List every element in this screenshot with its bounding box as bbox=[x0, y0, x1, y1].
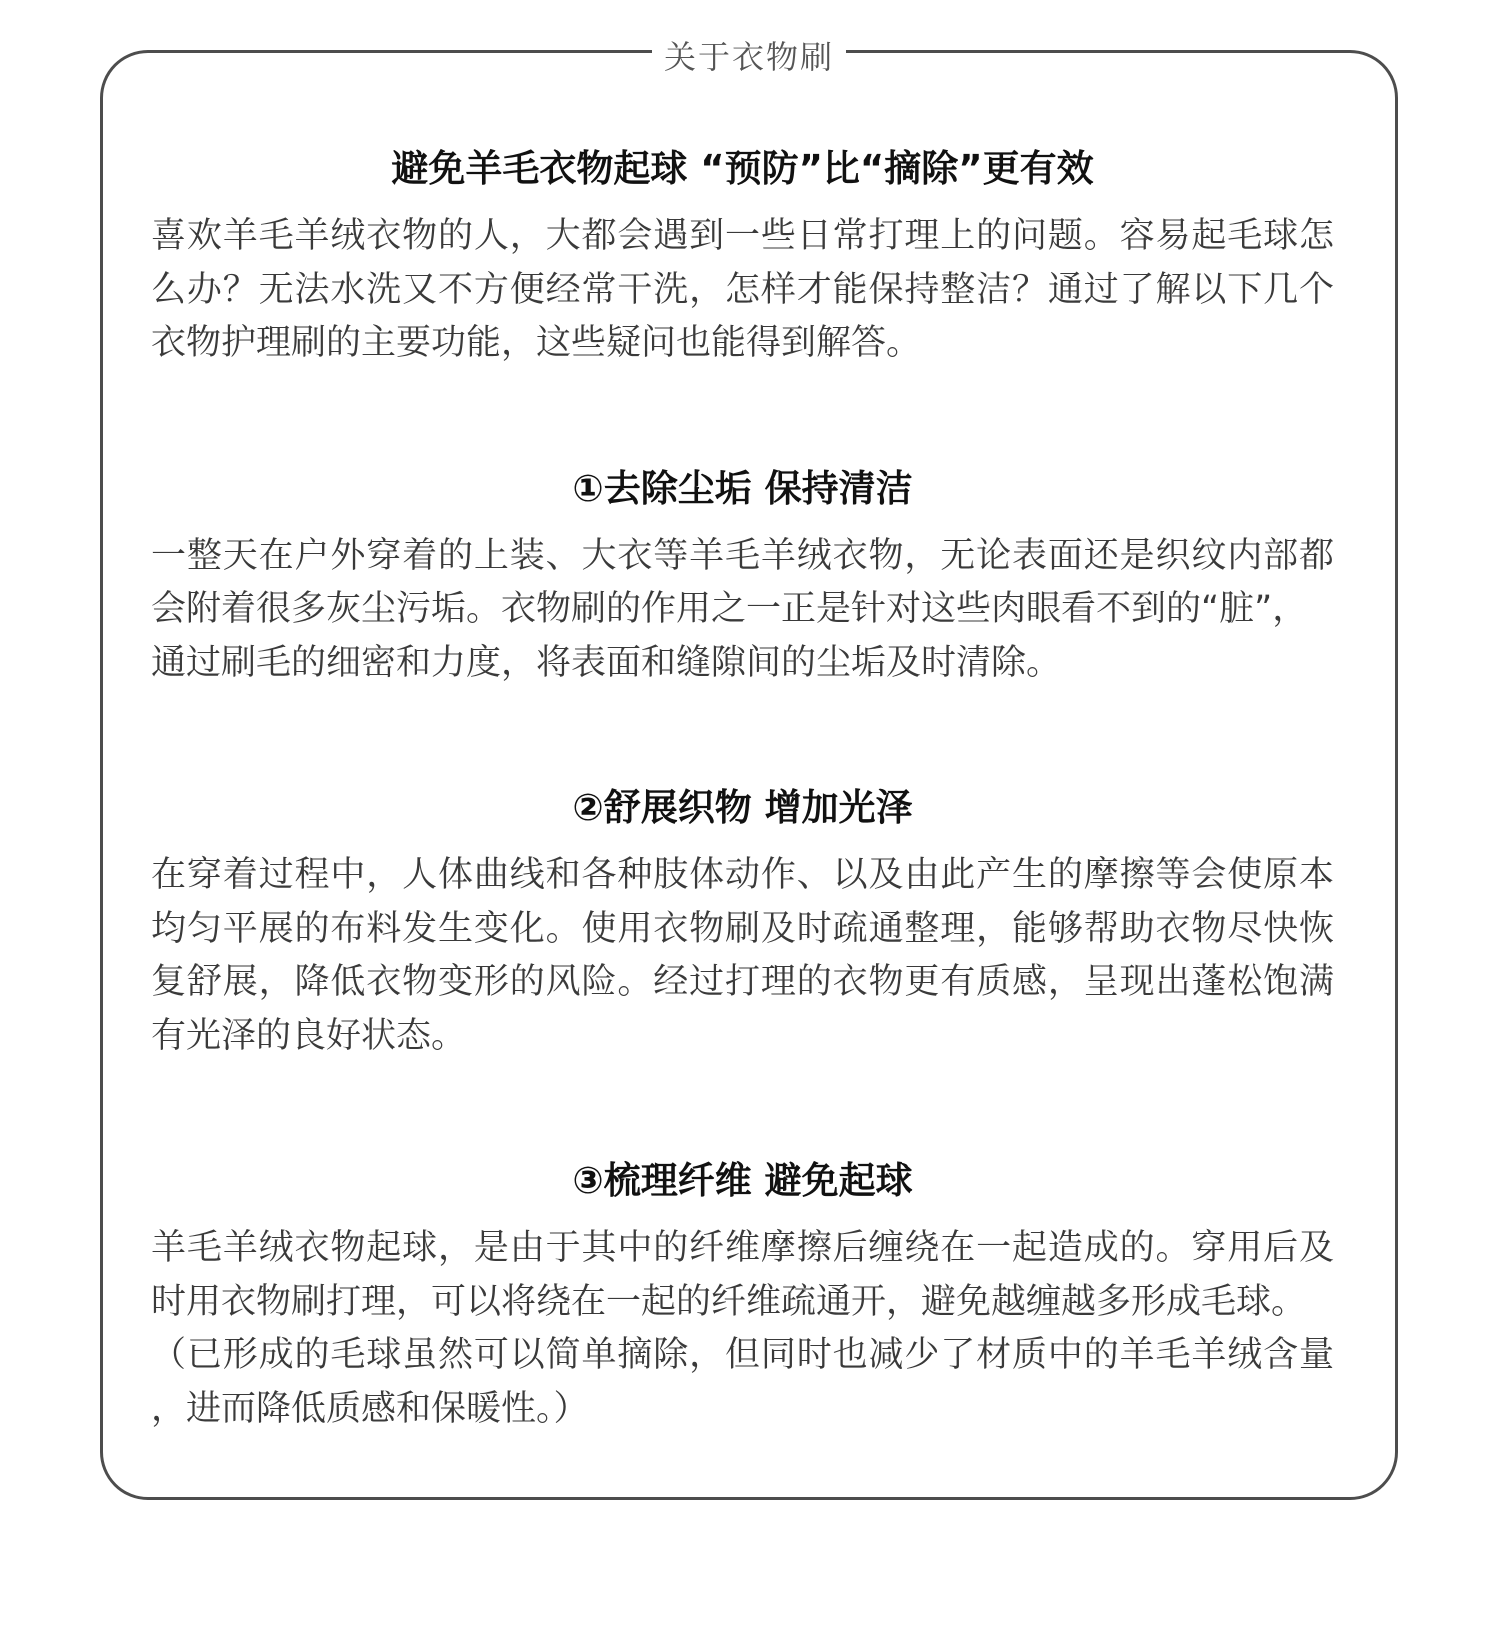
section-heading: ③梳理纤维 避免起球 bbox=[572, 1159, 913, 1202]
paragraph-line: 喜欢羊毛羊绒衣物的人，大都会遇到一些日常打理上的问题。容易起毛球怎 bbox=[151, 216, 1334, 256]
section-intro bbox=[151, 144, 1334, 371]
card-title: 关于衣物刷 bbox=[652, 37, 846, 77]
paragraph-line: 在穿着过程中，人体曲线和各种肢体动作、以及由此产生的摩擦等会使原本 bbox=[151, 855, 1334, 895]
paragraph bbox=[151, 849, 1334, 1063]
section-clean bbox=[151, 464, 1334, 691]
section-heading: ①去除尘垢 保持清洁 bbox=[572, 466, 913, 510]
paragraph bbox=[151, 1222, 1334, 1436]
paragraph-line: （已形成的毛球虽然可以简单摘除，但同时也减少了材质中的羊毛羊绒含量 bbox=[151, 1335, 1334, 1375]
paragraph-line: 会附着很多灰尘污垢。衣物刷的作用之一正是针对这些肉眼看不到的“脏”， bbox=[151, 589, 1308, 629]
paragraph-line: 时用衣物刷打理，可以将绕在一起的纤维疏通开，避免越缠越多形成毛球。 bbox=[151, 1281, 1307, 1322]
section-heading: 避免羊毛衣物起球 “预防”比“摘除”更有效 bbox=[391, 147, 1094, 190]
paragraph-line: ，进而降低质感和保暖性。） bbox=[151, 1388, 589, 1429]
paragraph-line: 通过刷毛的细密和力度，将表面和缝隙间的尘垢及时清除。 bbox=[151, 642, 1062, 683]
paragraph-line: 均匀平展的布料发生变化。使用衣物刷及时疏通整理，能够帮助衣物尽快恢 bbox=[151, 908, 1334, 949]
paragraph-line: 衣物护理刷的主要功能，这些疑问也能得到解答。 bbox=[151, 323, 922, 363]
paragraph bbox=[151, 530, 1334, 691]
paragraph-line: 有光泽的良好状态。 bbox=[151, 1015, 467, 1056]
paragraph-line: 羊毛羊绒衣物起球，是由于其中的纤维摩擦后缠绕在一起造成的。穿用后及 bbox=[151, 1228, 1334, 1268]
paragraph-line: 复舒展，降低衣物变形的风险。经过打理的衣物更有质感，呈现出蓬松饱满 bbox=[151, 962, 1334, 1002]
section-gloss bbox=[151, 783, 1334, 1063]
info-card bbox=[100, 38, 1398, 1500]
paragraph-line: 一整天在户外穿着的上装、大衣等羊毛羊绒衣物，无论表面还是织纹内部都 bbox=[151, 535, 1334, 576]
paragraph bbox=[151, 210, 1334, 371]
section-heading: ②舒展织物 增加光泽 bbox=[572, 786, 913, 829]
paragraph-line: 么办？无法水洗又不方便经常干洗，怎样才能保持整洁？通过了解以下几个 bbox=[151, 269, 1334, 310]
section-pilling bbox=[151, 1156, 1334, 1436]
